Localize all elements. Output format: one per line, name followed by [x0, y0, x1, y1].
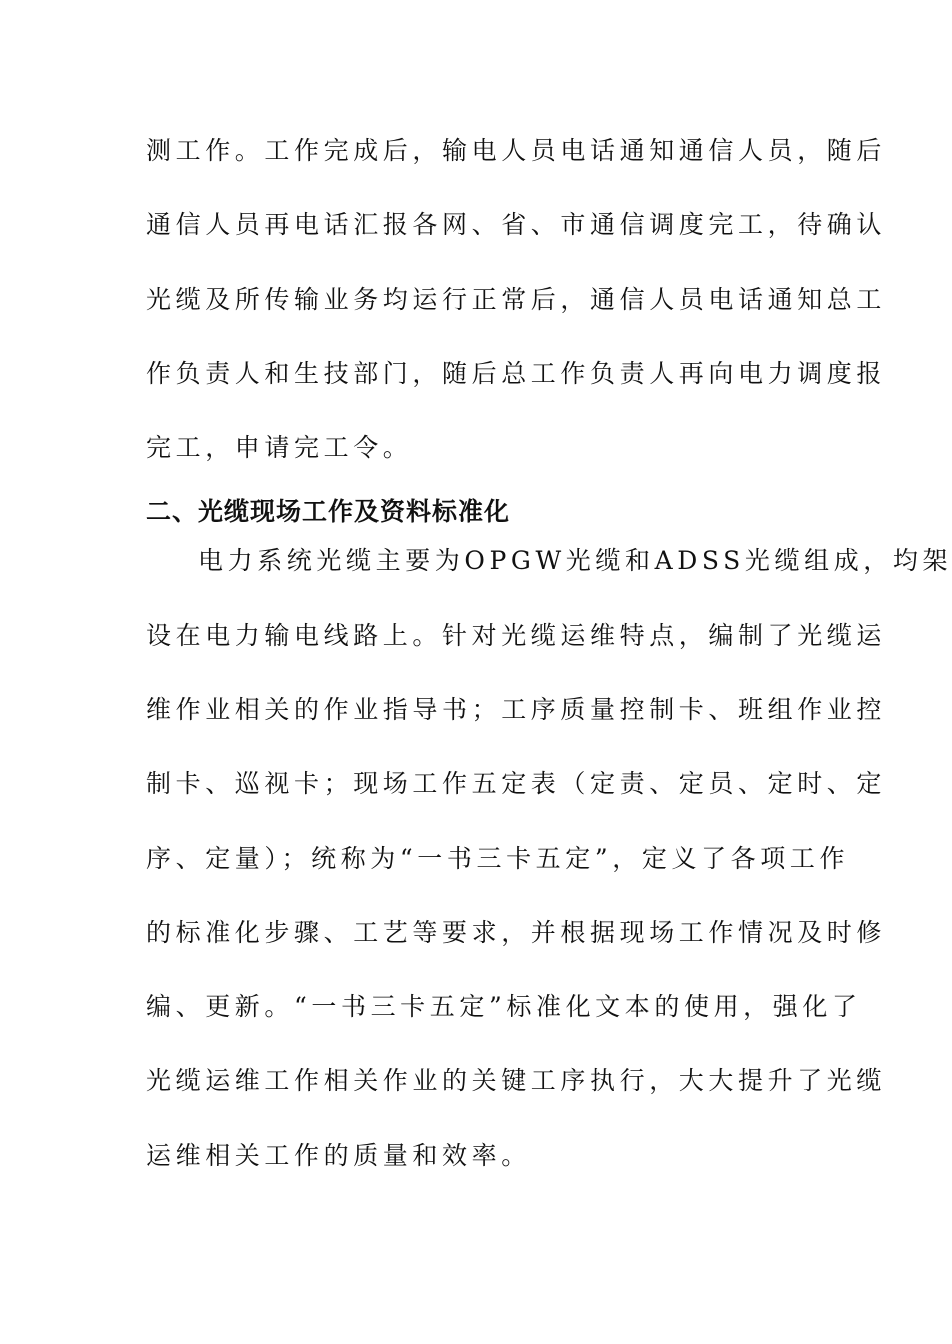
- paragraph-line: 设在电力输电线路上。针对光缆运维特点，编制了光缆运: [146, 621, 887, 650]
- paragraph-line: 光缆及所传输业务均运行正常后，通信人员电话通知总工: [146, 285, 887, 314]
- section-heading: 二、光缆现场工作及资料标准化: [146, 497, 511, 526]
- paragraph-line: 通信人员再电话汇报各网、省、市通信调度完工，待确认: [146, 210, 887, 239]
- paragraph-line: 编、更新。“一书三卡五定”标准化文本的使用，强化了: [146, 992, 862, 1021]
- paragraph-line: 作负责人和生技部门，随后总工作负责人再向电力调度报: [146, 359, 887, 388]
- paragraph-line: 维作业相关的作业指导书；工序质量控制卡、班组作业控: [146, 695, 887, 724]
- paragraph-line: 制卡、巡视卡；现场工作五定表（定责、定员、定时、定: [146, 769, 887, 798]
- paragraph-line: 光缆运维工作相关作业的关键工序执行，大大提升了光缆: [146, 1066, 887, 1095]
- paragraph-line: 的标准化步骤、工艺等要求，并根据现场工作情况及时修: [146, 918, 887, 947]
- paragraph-line: 完工，申请完工令。: [146, 433, 413, 462]
- paragraph-line: 测工作。工作完成后，输电人员电话通知通信人员，随后: [146, 136, 887, 165]
- paragraph-line: 电力系统光缆主要为OPGW光缆和ADSS光缆组成，均架: [198, 546, 952, 575]
- paragraph-line: 运维相关工作的质量和效率。: [146, 1141, 531, 1170]
- paragraph-line: 序、定量）；统称为“一书三卡五定”，定义了各项工作: [146, 844, 850, 873]
